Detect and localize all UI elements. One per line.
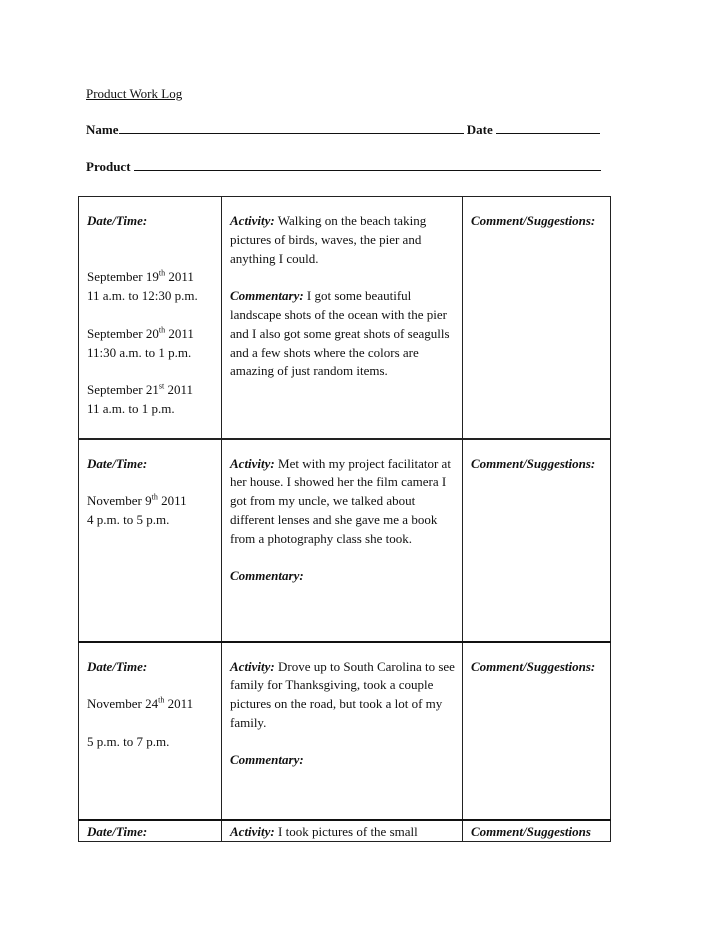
name-label: Name <box>86 122 119 137</box>
activity-text: Activity: Met with my project facilitator at her house. I showed her the film camera I got from my uncle, we talked about different lenses and she gave me a book from a photography class she took. <box>230 455 451 546</box>
comment-cell <box>463 642 611 820</box>
product-blank <box>134 159 601 171</box>
time-entry: 11 a.m. to 12:30 p.m. <box>87 288 198 304</box>
activity-cell <box>222 820 463 842</box>
comment-label: Comment/Suggestions: <box>471 455 596 471</box>
date-entry: September 20th 2011 <box>87 325 194 341</box>
commentary-text: Commentary: <box>230 568 304 584</box>
date-time-cell <box>79 820 222 842</box>
table-row <box>79 820 611 842</box>
commentary-text: Commentary: I got some beautiful landscape shots of the ocean with the pier and I also got some great shots of seagulls and a few shots where the colors are amazing of just random items. <box>230 288 450 379</box>
page-title: Product Work Log <box>86 86 183 101</box>
comment-label: Comment/Suggestions: <box>471 213 596 228</box>
product-line <box>86 159 601 175</box>
comment-label: Comment/Suggestions <box>471 823 591 839</box>
time-entry: 5 p.m. to 7 p.m. <box>87 733 170 749</box>
date-time-label: Date/Time: <box>87 213 148 228</box>
activity-text: Activity: Walking on the beach taking pictures of birds, waves, the pier and anything I could. <box>230 213 427 266</box>
date-entry: September 19th 2011 <box>87 269 194 285</box>
date-entry: September 21st 2011 <box>87 381 193 398</box>
date-entry: November 24th 2011 <box>87 695 194 712</box>
table-row <box>79 197 611 439</box>
activity-text: Activity: I took pictures of the small <box>230 823 418 839</box>
activity-cell <box>222 642 463 820</box>
date-label: Date <box>466 122 493 137</box>
comment-cell <box>463 439 611 642</box>
time-entry: 11 a.m. to 1 p.m. <box>87 400 175 416</box>
commentary-text: Commentary: <box>230 752 304 768</box>
date-time-label: Date/Time: <box>87 658 148 674</box>
table-row <box>79 642 611 820</box>
date-time-cell <box>79 642 222 820</box>
comment-label: Comment/Suggestions: <box>471 658 596 674</box>
table-row <box>79 439 611 642</box>
activity-cell <box>222 439 463 642</box>
date-time-label: Date/Time: <box>87 455 148 471</box>
name-date-line <box>86 122 600 138</box>
date-time-cell <box>79 439 222 642</box>
work-log-table <box>78 196 611 842</box>
product-label: Product <box>86 159 131 174</box>
date-time-cell <box>79 197 222 439</box>
comment-cell <box>463 197 611 439</box>
comment-cell <box>463 820 611 842</box>
date-entry: November 9th 2011 <box>87 492 187 509</box>
activity-cell <box>222 197 463 439</box>
time-entry: 11:30 a.m. to 1 p.m. <box>87 344 192 360</box>
activity-text: Activity: Drove up to South Carolina to see family for Thanksgiving, took a couple pictures on the road, but took a lot of my family. <box>230 658 455 730</box>
date-blank <box>496 122 600 134</box>
name-blank <box>119 122 464 134</box>
time-entry: 4 p.m. to 5 p.m. <box>87 511 170 527</box>
date-time-label: Date/Time: <box>87 823 148 839</box>
